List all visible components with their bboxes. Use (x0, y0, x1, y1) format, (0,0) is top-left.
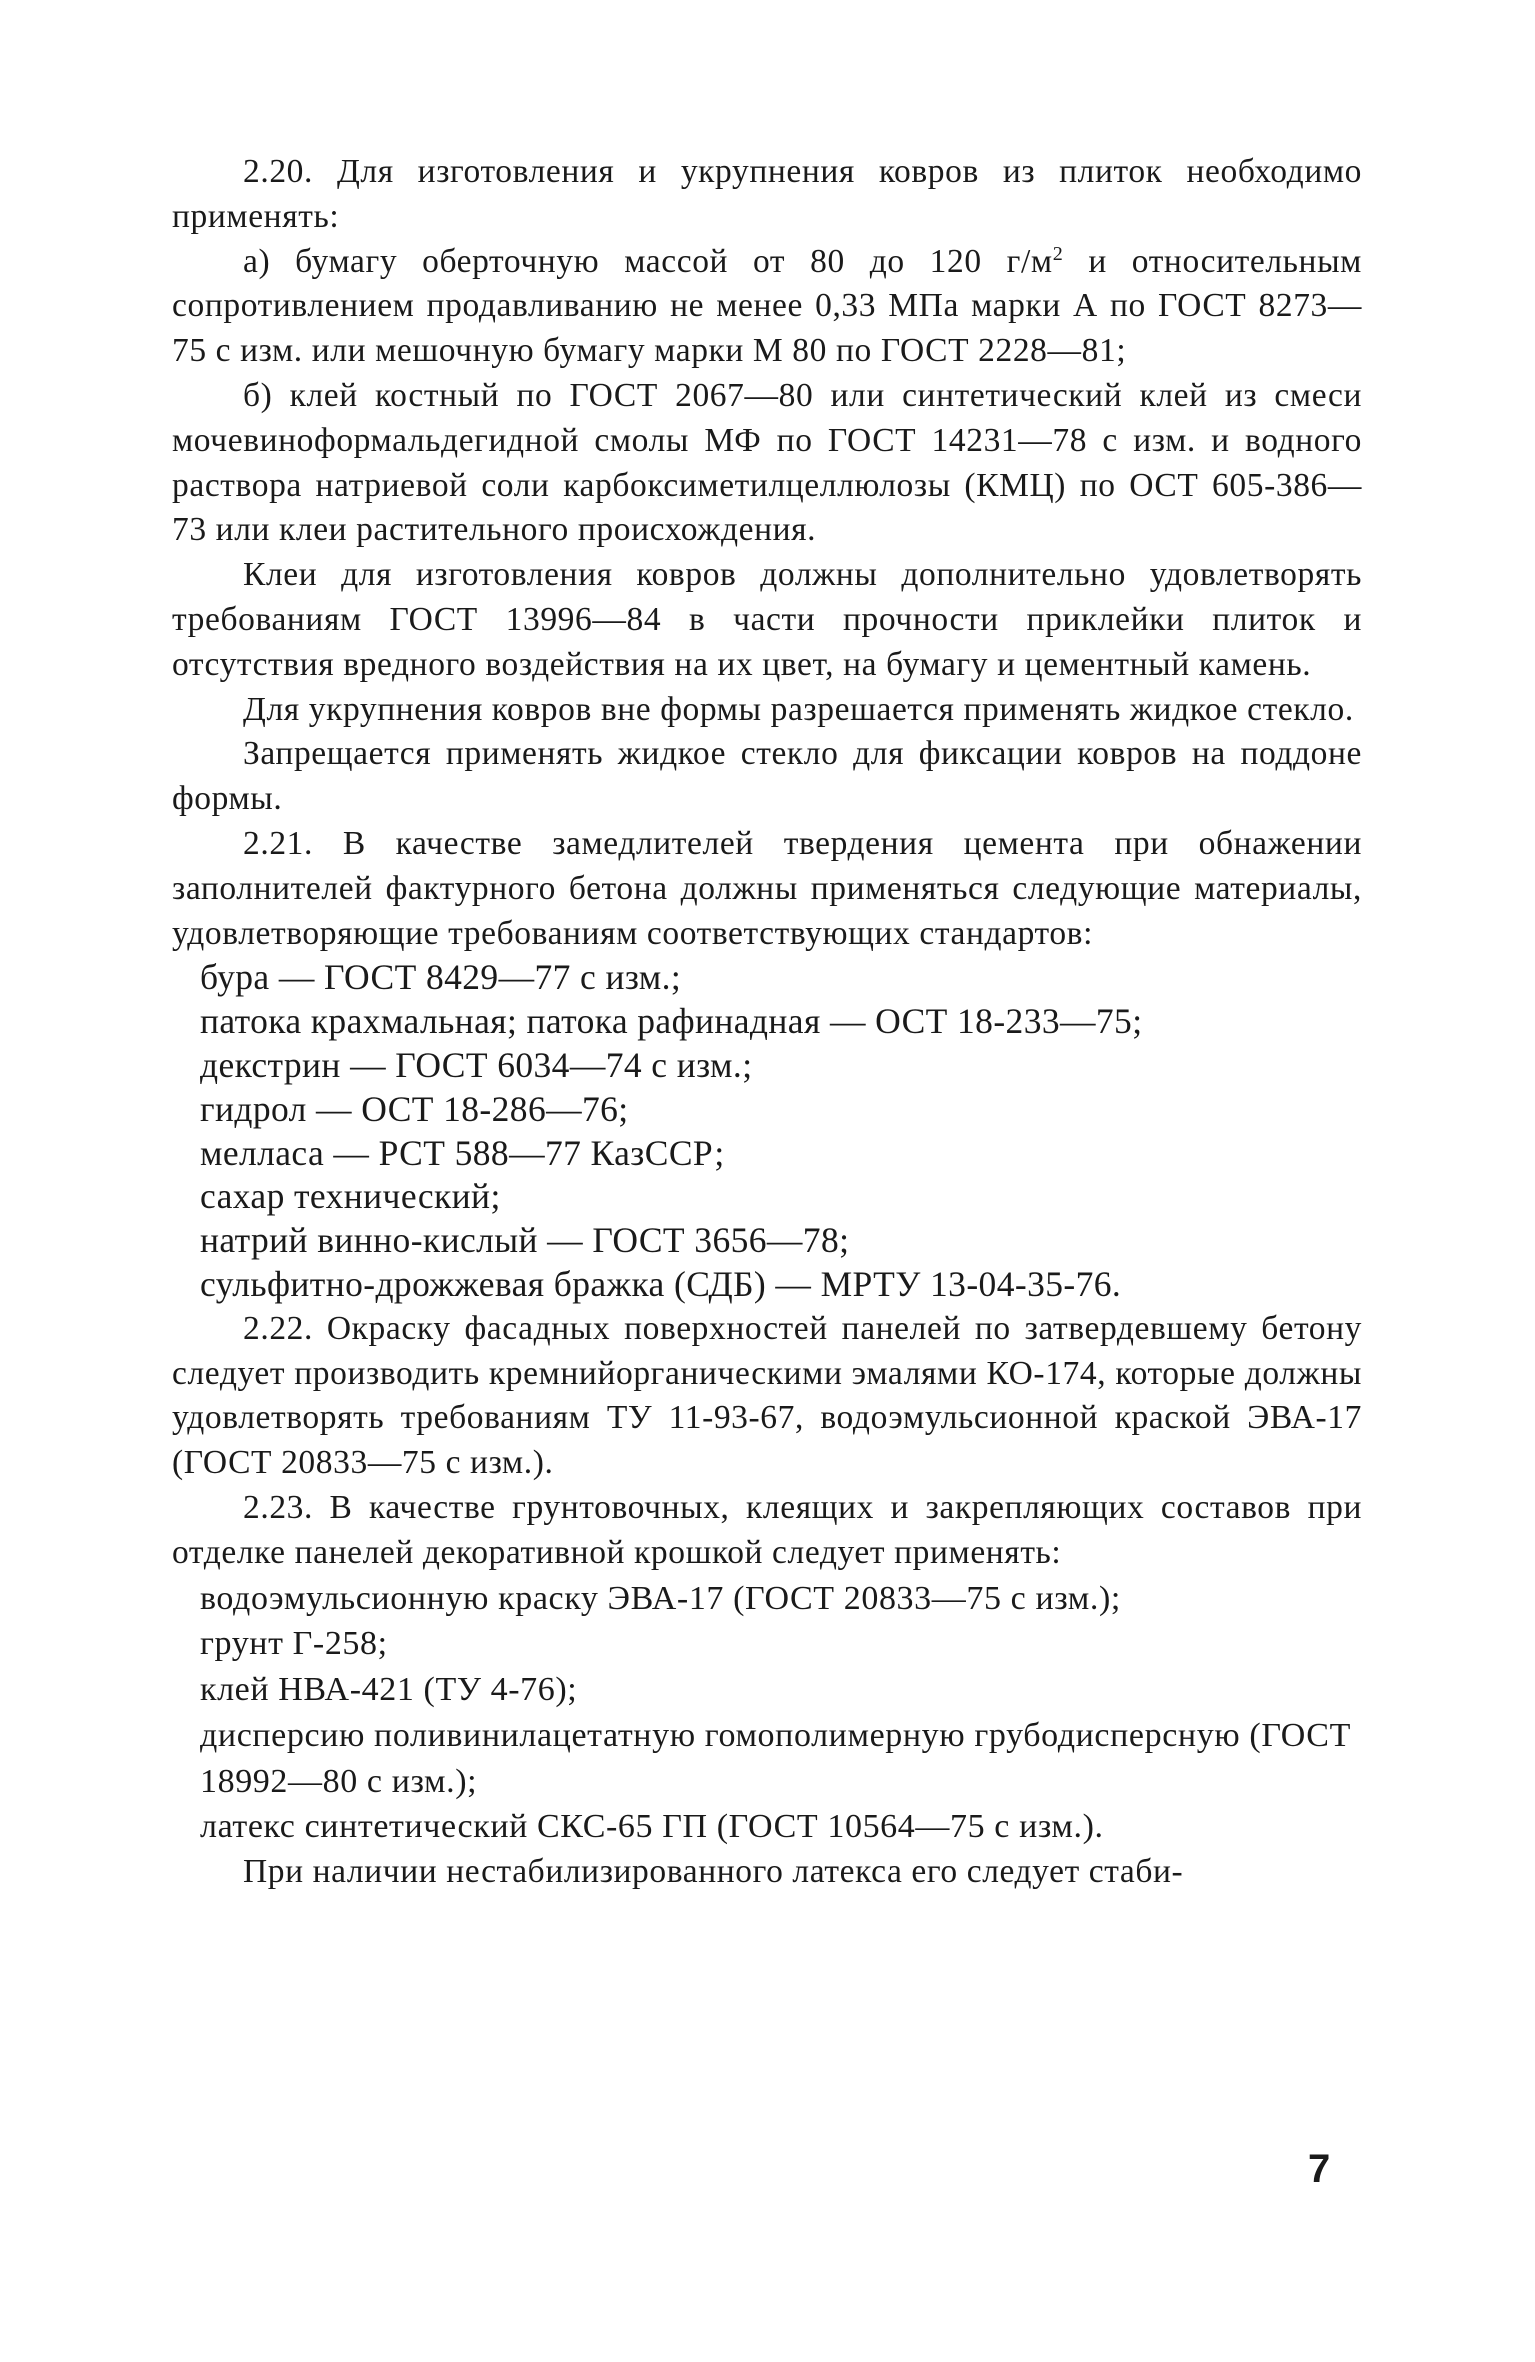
paragraph-2-20-a-pre: а) бумагу оберточную массой от 80 до 120 г/м (243, 242, 1053, 280)
list-item: сахар технический; (200, 1176, 501, 1217)
paragraph-liquid-glass-allowed: Для укрупнения ковров вне формы разрешается применять жидкое стекло. (243, 690, 1354, 728)
list-item: гидрол — ОСТ 18-286—76; (200, 1088, 629, 1129)
paragraph-2-22: 2.22. Окраску фасадных поверхностей панелей по затвердевшему бетону следует производить кремнийорганическими эмалями КО-174, которые должны удовлетворять требованиям ТУ 11-93-67, водоэмульсионной краской ЭВА-17 (ГОСТ 20833—75 с изм.). (172, 1309, 1362, 1482)
list-item: декстрин — ГОСТ 6034—74 с изм.; (200, 1044, 753, 1085)
list-item: бура — ГОСТ 8429—77 с изм.; (200, 957, 682, 998)
document-page (172, 150, 1362, 1895)
list-item: латекс синтетический СКС-65 ГП (ГОСТ 10564—75 с изм.). (200, 1808, 1104, 1846)
paragraph-2-21: 2.21. В качестве замедлителей твердения цемента при обнажении заполнителей фактурного бетона должны применяться следующие материалы, удовлетворяющие требованиям соответствующих стандартов: (172, 824, 1362, 952)
paragraph-latex-stabilization: При наличии нестабилизированного латекса его следует стаби- (243, 1853, 1184, 1891)
list-item: клей НВА-421 (ТУ 4-76); (200, 1671, 578, 1709)
paragraph-2-20-a (172, 240, 1362, 374)
paragraph-2-20-a-post: и относительным сопротивлением продавливанию не менее 0,33 МПа марки А по ГОСТ 8273—75 с изм. или мешочную бумагу марки М 80 по ГОСТ 2228—81; (172, 242, 1362, 370)
paragraph-glue-requirements: Клеи для изготовления ковров должны дополнительно удовлетворять требованиям ГОСТ 13996—84 в части прочности приклейки плиток и отсутствия вредного воздействия на их цвет, на бумагу и цементный камень. (172, 556, 1362, 683)
list-item: сульфитно-дрожжевая бражка (СДБ) — МРТУ 13-04-35-76. (200, 1263, 1122, 1304)
list-item: дисперсию поливинилацетатную гомополимерную грубодисперсную (ГОСТ 18992—80 с изм.); (200, 1716, 1351, 1800)
list-item: грунт Г-258; (200, 1625, 388, 1663)
paragraph-2-20-b: б) клей костный по ГОСТ 2067—80 или синтетический клей из смеси мочевиноформальдегидной смолы МФ по ГОСТ 14231—78 с изм. и водного раствора натриевой соли карбоксиметилцеллюлозы (КМЦ) по ОСТ 605-386—73 или клеи растительного происхождения. (172, 376, 1362, 549)
list-item: водоэмульсионную краску ЭВА-17 (ГОСТ 20833—75 с изм.); (200, 1579, 1121, 1617)
list-item: мелласа — РСТ 588—77 КазССР; (200, 1132, 725, 1173)
paragraph-2-23: 2.23. В качестве грунтовочных, клеящих и закрепляющих составов при отделке панелей декоративной крошкой следует применять: (172, 1488, 1362, 1571)
primers-list (172, 1576, 1362, 1851)
superscript-2: 2 (1052, 242, 1064, 265)
paragraph-liquid-glass-forbidden: Запрещается применять жидкое стекло для фиксации ковров на поддоне формы. (172, 735, 1362, 818)
list-item: патока крахмальная; патока рафинадная — ОСТ 18-233—75; (200, 1001, 1143, 1042)
list-item: натрий винно-кислый — ГОСТ 3656—78; (200, 1220, 850, 1261)
page-number: 7 (1308, 2147, 1331, 2191)
paragraph-2-20: 2.20. Для изготовления и укрупнения ковров из плиток необходимо применять: (172, 153, 1362, 235)
retarders-list (172, 956, 1362, 1306)
